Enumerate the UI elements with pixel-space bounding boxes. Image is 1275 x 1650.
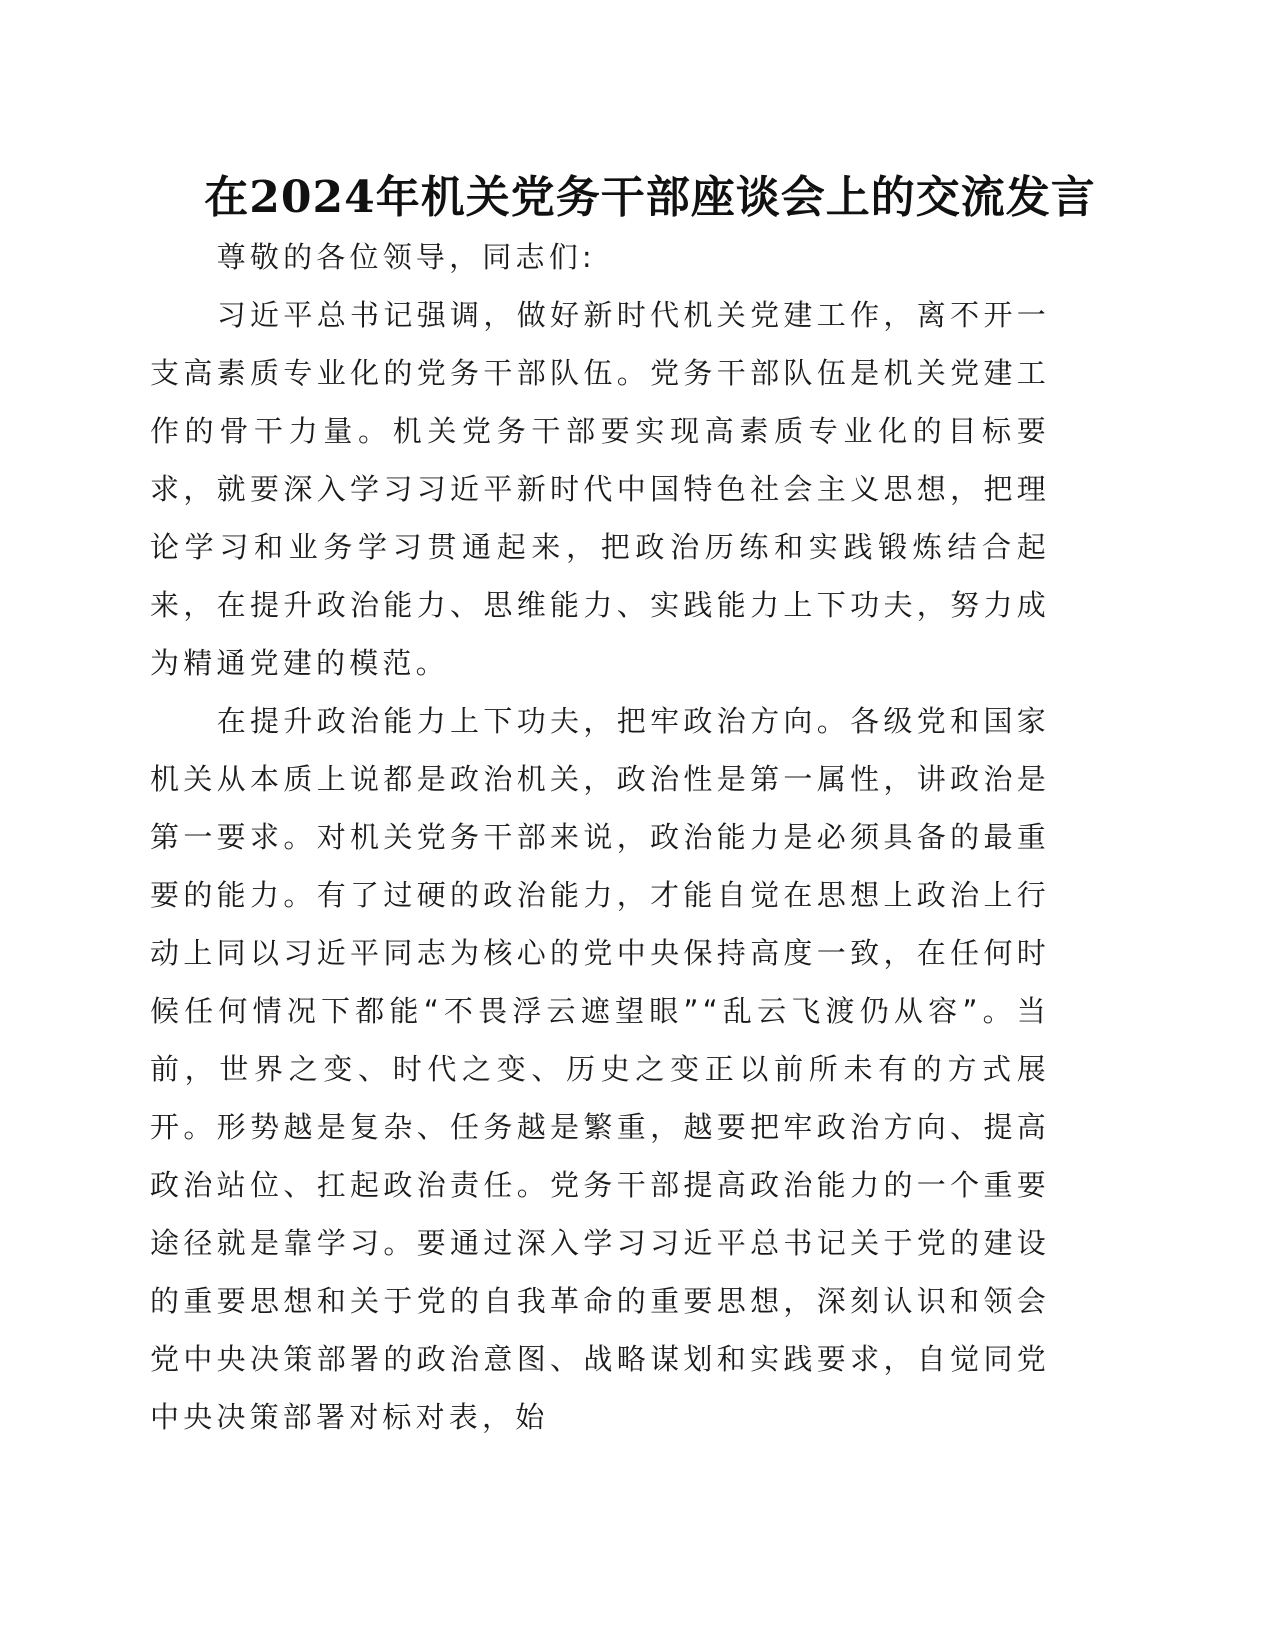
paragraph-2: 在提升政治能力上下功夫，把牢政治方向。各级党和国家机关从本质上说都是政治机关，政治性是第一属性，讲政治是第一要求。对机关党务干部来说，政治能力是必须具备的最重要的能力。有了过硬的政治能力，才能自觉在思想上政治上行动上同以习近平同志为核心的党中央保持高度一致，在任何时候任何情况下都能“不畏浮云遮望眼”“乱云飞渡仍从容”。当前，世界之变、时代之变、历史之变正以前所未有的方式展开。形势越是复杂、任务越是繁重，越要把牢政治方向、提高政治站位、扛起政治责任。党务干部提高政治能力的一个重要途径就是靠学习。要通过深入学习习近平总书记关于党的建设的重要思想和关于党的自我革命的重要思想，深刻认识和领会党中央决策部署的政治意图、战略谋划和实践要求，自觉同党中央决策部署对标对表，始 bbox=[150, 704, 1050, 1434]
paragraph-1: 习近平总书记强调，做好新时代机关党建工作，离不开一支高素质专业化的党务干部队伍。党务干部队伍是机关党建工作的骨干力量。机关党务干部要实现高素质专业化的目标要求，就要深入学习习近平新时代中国特色社会主义思想，把理论学习和业务学习贯通起来，把政治历练和实践锻炼结合起来，在提升政治能力、思维能力、实践能力上下功夫，努力成为精通党建的模范。 bbox=[150, 298, 1050, 680]
salutation: 尊敬的各位领导，同志们: bbox=[216, 240, 596, 274]
document-body bbox=[150, 228, 1050, 1446]
document-title: 在2024年机关党务干部座谈会上的交流发言 bbox=[204, 172, 1096, 223]
